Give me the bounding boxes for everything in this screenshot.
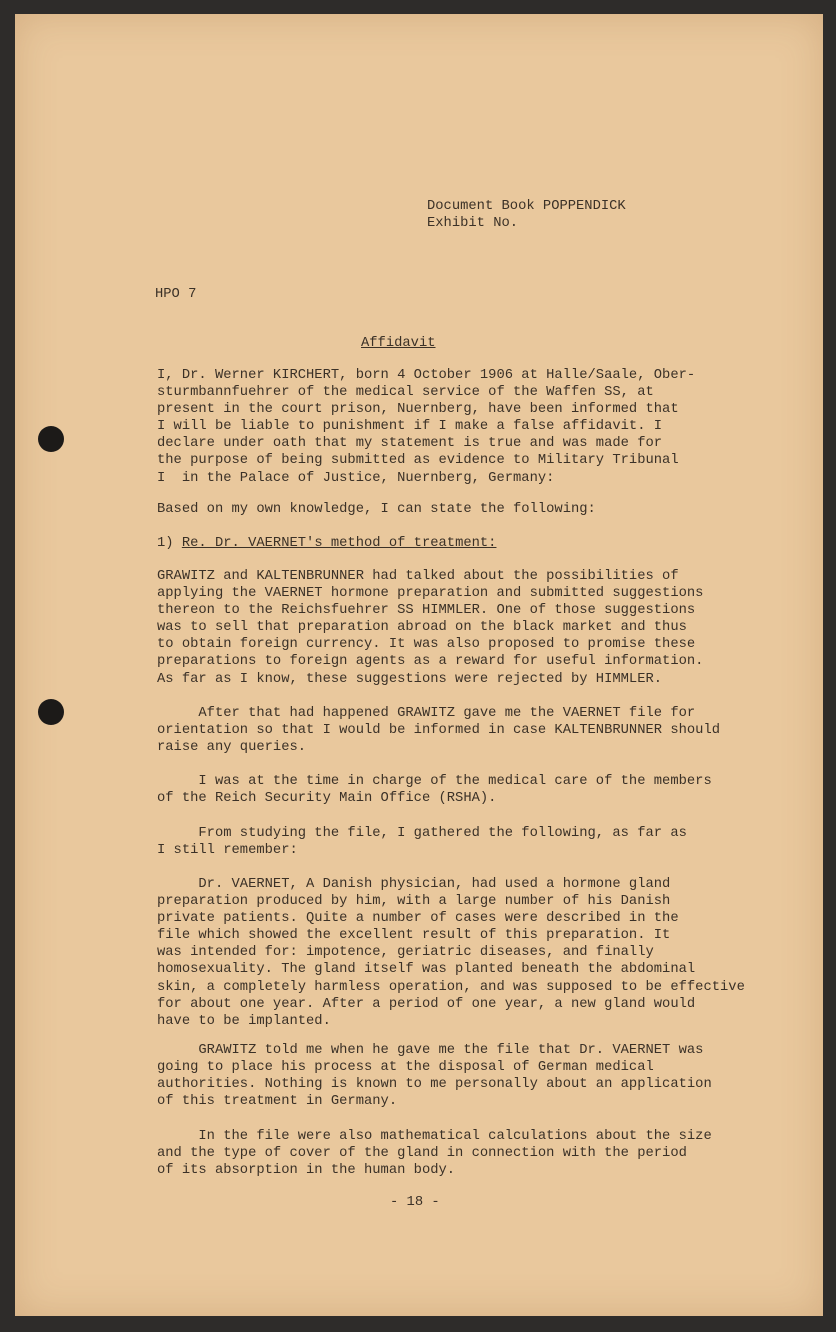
paragraph-studying: From studying the file, I gathered the following, as far as I still remember: bbox=[157, 826, 687, 859]
punch-hole bbox=[38, 426, 64, 452]
paragraph-grawitz: GRAWITZ told me when he gave me the file that Dr. VAERNET was going to place his process at the disposal of German medical authorities. Nothing is known to me personally about an application of this treatment in Germany. bbox=[157, 1043, 712, 1110]
paragraph-suggestions: GRAWITZ and KALTENBRUNNER had talked about the possibilities of applying the VAERNET hormone preparation and submitted suggestions thereon to the Reichsfuehrer SS HIMMLER. One of those suggestions was to sell that preparation abroad on the black market and thus to obtain foreign currency. It was also proposed to promise these preparations to foreign agents as a reward for useful information. As far as I know, these suggestions were rejected by HIMMLER. bbox=[157, 569, 704, 687]
paragraph-rsha: I was at the time in charge of the medical care of the members of the Reich Security Main Office (RSHA). bbox=[157, 774, 712, 807]
paragraph-calculations: In the file were also mathematical calculations about the size and the type of cover of the gland in connection with the period of its absorption in the human body. bbox=[157, 1129, 712, 1179]
section-title: Re. Dr. VAERNET's method of treatment: bbox=[181, 536, 497, 551]
paragraph-intro: Based on my own knowledge, I can state the following: bbox=[157, 502, 596, 517]
paragraph-vaernet: Dr. VAERNET, A Danish physician, had used a hormone gland preparation produced by him, with a large number of his Danish private patients. Quite a number of cases were described in the file which showed the excellent result of this preparation. It was intended for: impotence, geriatric diseases, and finally homosexuality. The gland itself was planted beneath the abdominal skin, a completely harmless operation, and was supposed to be effective for about one year. After a period of one year, a new gland would have to be implanted. bbox=[157, 877, 745, 1029]
page-number: - 18 - bbox=[390, 1195, 440, 1210]
document-book-label: Document Book POPPENDICK bbox=[427, 199, 626, 214]
paragraph-oath: I, Dr. Werner KIRCHERT, born 4 October 1906 at Halle/Saale, Ober- sturmbannfuehrer of the medical service of the Waffen SS, at present in the court prison, Nuernberg, have been informed that I will be liable to punishment if I make a false affidavit. I declare under oath that my statement is true and was made for the purpose of being submitted as evidence to Military Tribunal I in the Palace of Justice, Nuernberg, Germany: bbox=[157, 368, 696, 486]
exhibit-label: Exhibit No. bbox=[427, 216, 519, 231]
punch-hole bbox=[38, 699, 64, 725]
paragraph-file: After that had happened GRAWITZ gave me the VAERNET file for orientation so that I would be informed in case KALTENBRUNNER should raise any queries. bbox=[157, 706, 721, 756]
document-title: Affidavit bbox=[361, 336, 436, 351]
section-heading bbox=[157, 535, 496, 552]
document-id: HPO 7 bbox=[155, 287, 197, 302]
section-number: 1) bbox=[157, 536, 182, 551]
